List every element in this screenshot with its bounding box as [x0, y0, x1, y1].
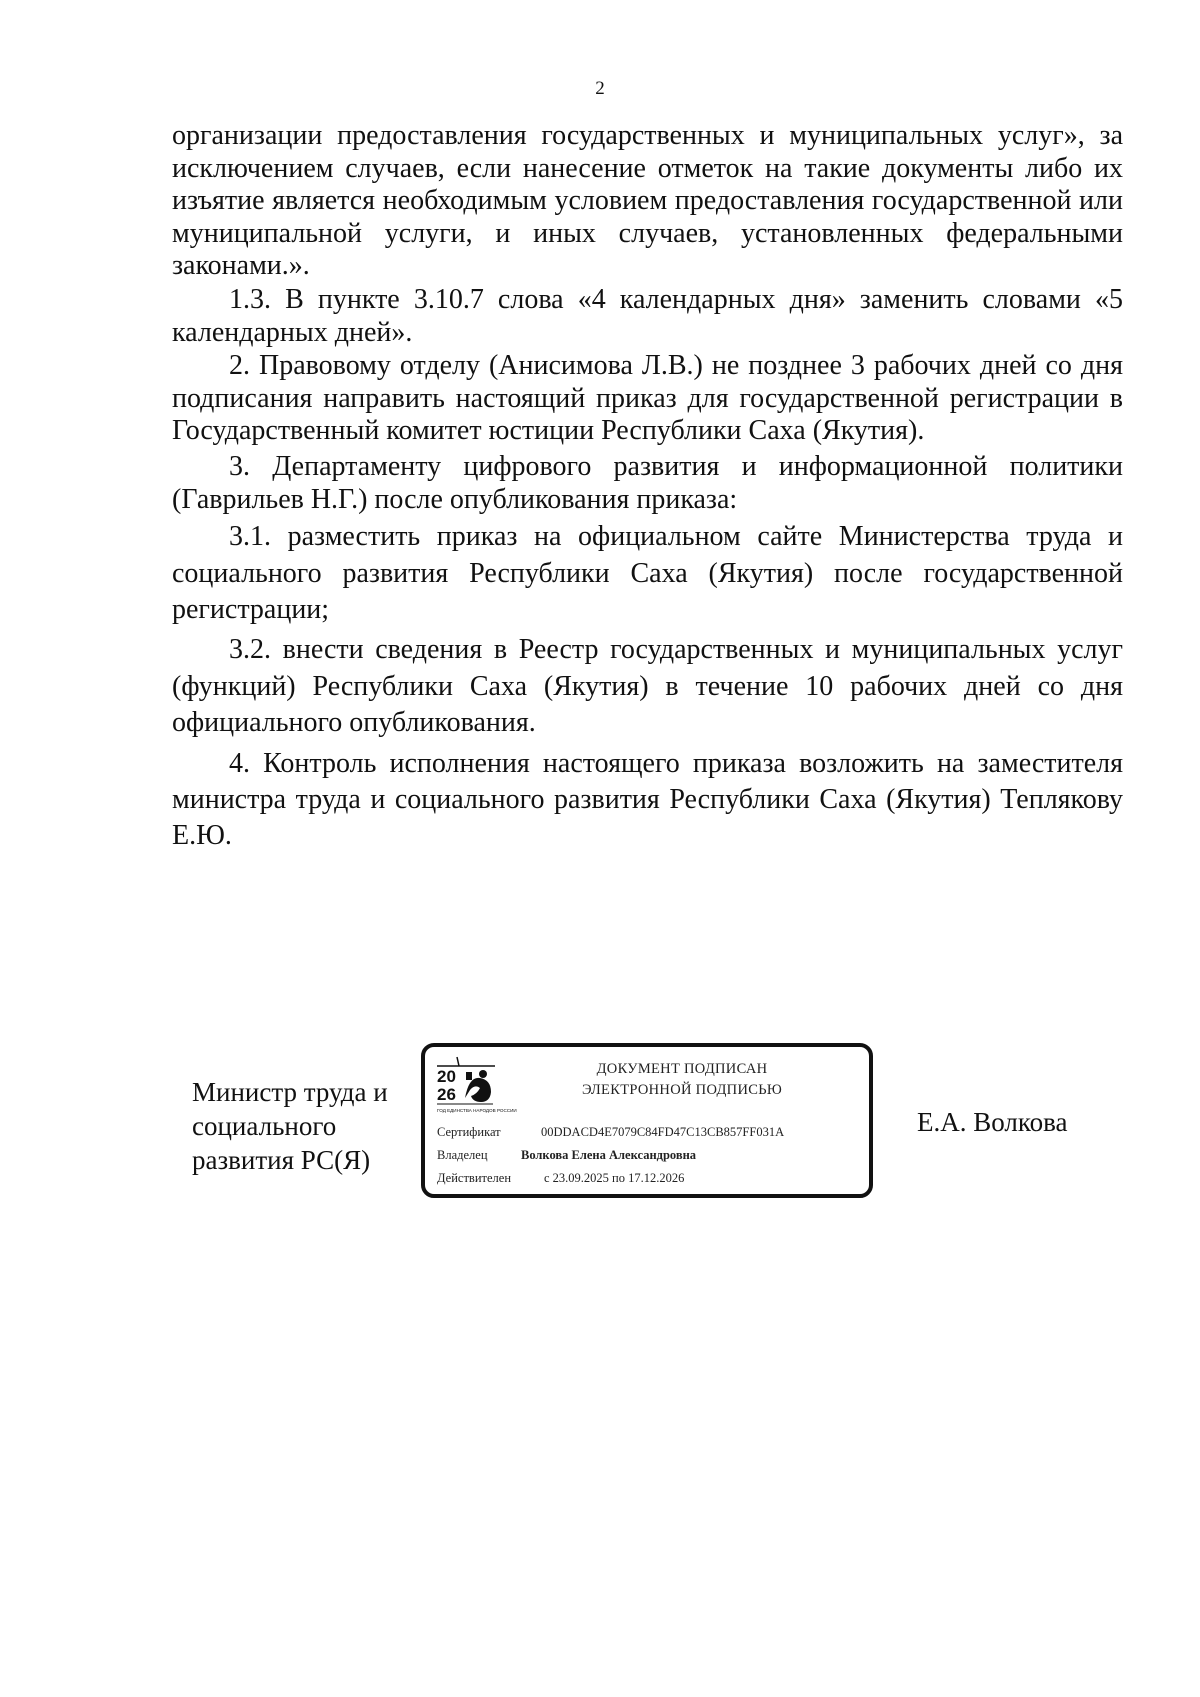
stamp-certificate-row — [437, 1125, 784, 1140]
stamp-header — [517, 1059, 847, 1101]
paragraph-2: 2. Правовому отделу (Анисимова Л.В.) не позднее 3 рабочих дней со дня подписания направить настоящий приказ для государственной регистрации в Государственный комитет юстиции Республики Саха (Якутия). — [172, 350, 1123, 447]
paragraph-4: 4. Контроль исполнения настоящего приказа возложить на заместителя министра труда и социального развития Республики Саха (Якутия) Теплякову Е.Ю. — [172, 747, 1123, 852]
signer-name: Е.А. Волкова — [917, 1107, 1068, 1137]
owner-value: Волкова Елена Александровна — [521, 1148, 697, 1162]
owner-label: Владелец — [437, 1148, 488, 1162]
paragraph-continuation: организации предоставления государственных и муниципальных услуг», за исключением случаев, если нанесение отметок на такие документы либо их изъятие является необходимым условием предоставления государственной или муниципальной услуги, и иных случаев, установленных федеральными законами.». — [172, 120, 1123, 282]
page-number: 2 — [595, 78, 605, 99]
paragraph-3-1: 3.1. разместить приказ на официальном сайте Министерства труда и социального развития Республики Саха (Якутия) после государственной регистрации; — [172, 521, 1123, 625]
stamp-owner-row — [437, 1148, 696, 1163]
certificate-value: 00DDACD4E7079C84FD47C13CB857FF031A — [541, 1125, 785, 1139]
document-body — [172, 120, 1123, 855]
logo-year-top: 20 — [437, 1067, 456, 1086]
signer-position — [192, 1075, 422, 1177]
logo-caption: ГОД ЕДИНСТВА НАРОДОВ РОССИИ — [437, 1108, 517, 1113]
stamp-validity-row — [437, 1171, 684, 1186]
paragraph-3-2: 3.2. внести сведения в Реестр государственных и муниципальных услуг (функций) Республики Саха (Якутия) в течение 10 рабочих дней со дня официального опубликования. — [172, 634, 1123, 739]
stamp-header-line: ДОКУМЕНТ ПОДПИСАН — [596, 1061, 768, 1077]
electronic-signature-stamp — [421, 1043, 873, 1198]
certificate-label: Сертификат — [437, 1125, 501, 1139]
signer-position-line: социального — [192, 1111, 337, 1141]
year-of-unity-logo-icon — [435, 1054, 517, 1116]
signer-position-line: Министр труда и — [192, 1077, 388, 1107]
signer-position-line: развития РС(Я) — [192, 1145, 371, 1175]
paragraph-3: 3. Департаменту цифрового развития и информационной политики (Гаврильев Н.Г.) после опубликования приказа: — [172, 450, 1123, 515]
paragraph-1-3: 1.3. В пункте 3.10.7 слова «4 календарных дня» заменить словами «5 календарных дней». — [172, 283, 1123, 348]
validity-label: Действителен — [437, 1171, 512, 1185]
logo-year-bottom: 26 — [437, 1085, 456, 1104]
validity-value: с 23.09.2025 по 17.12.2026 — [544, 1171, 685, 1185]
stamp-header-line: ЭЛЕКТРОННОЙ ПОДПИСЬЮ — [581, 1082, 783, 1098]
